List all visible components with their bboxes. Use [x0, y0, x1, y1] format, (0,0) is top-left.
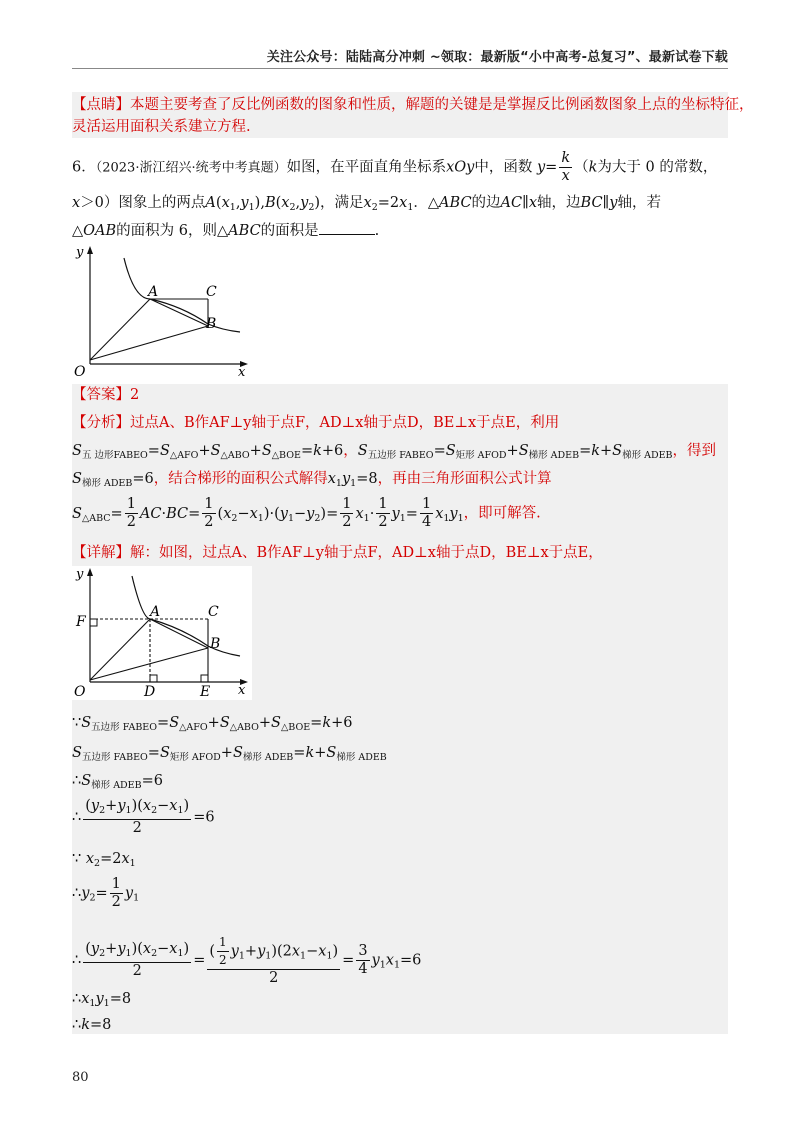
- step-8: $\therefore x_1y_1=8$: [72, 991, 132, 1009]
- svg-text:B: B: [206, 316, 217, 332]
- analysis-line2: $S_{五 边形FABEO}=S_{\triangle AFO}+S_{\triangle ABO}+S_{\triangle BOE}=k+6$，$S_{五边形 FABEO}=S_{矩形 AFOD}+S_{梯形 ADEB}=k+S_{梯形 ADEB}$，得到: [72, 443, 717, 461]
- svg-text:y: y: [76, 567, 84, 582]
- svg-text:x: x: [238, 683, 246, 698]
- svg-text:y: y: [76, 245, 84, 260]
- step-7: ∴ $\frac{(y_2+y_1)(x_2-x_1)}{2}$ = ( $\frac{1}{2}$ $y_1+y_1)(2x_1-x_1)$ 2 = $\frac{3}{4}$ $y_1x_1=6$: [72, 935, 422, 986]
- analysis-line3: $S_{梯形 ADEB}=6$，结合梯形的面积公式解得$x_1y_1=8$，再由三角形面积公式计算: [72, 471, 552, 489]
- svg-text:D: D: [144, 684, 156, 700]
- svg-text:O: O: [74, 364, 86, 378]
- dianjing-line1: 【点睛】本题主要考查了反比例函数的图象和性质，解题的关键是是掌握反比例函数图象上点的坐标特征，: [72, 97, 754, 113]
- step-9: ∴k=8: [72, 1017, 112, 1033]
- problem-line3: △OAB的面积为 6，则△ABC的面积是 .: [72, 220, 379, 242]
- problem-line2: x＞0）图象上的两点$A(x_1,y_1),B(x_2,y_2)$，满足$x_2=2x_1$．△ABC的边AC∥x轴，边BC∥y轴，若: [72, 195, 661, 213]
- svg-text:C: C: [208, 604, 219, 620]
- svg-text:B: B: [210, 636, 221, 652]
- page-header: 关注公众号：陆陆高分冲刺 ~领取：最新版“小中高考-总复习”、最新试卷下载: [266, 50, 728, 65]
- svg-text:O: O: [74, 684, 86, 700]
- svg-text:C: C: [206, 284, 217, 300]
- step-3: $\therefore S_{梯形 ADEB}=6$: [72, 773, 163, 791]
- svg-text:F: F: [76, 614, 86, 630]
- step-1: $\because S_{五边形 FABEO}=S_{\triangle AFO}+S_{\triangle ABO}+S_{\triangle BOE}=k+6$: [72, 715, 353, 733]
- svg-text:x: x: [238, 365, 246, 378]
- analysis-line1: 【分析】过点A、B作AF⊥y轴于点F，AD⊥x轴于点D，BE⊥x于点E，利用: [72, 415, 560, 431]
- analysis-line4: $S_{\triangle ABC}=$ $\frac{1}{2}$ AC·BC= $\frac{1}{2}$ $(x_2-x_1)\cdot(y_1-y_2)=$ $\frac{1}{2}$ $x_1\cdot$ $\frac{1}{2}$ $y_1=$ $\frac{1}{4}$ $x_1y_1$，即可解答.: [72, 496, 541, 530]
- step-2: $S_{五边形 FABEO}=S_{矩形 AFOD}+S_{梯形 ADEB}=k+S_{梯形 ADEB}$: [72, 745, 387, 763]
- answer-blank: [319, 220, 375, 235]
- svg-text:A: A: [150, 604, 161, 620]
- step-5: ∵ $x_2=2x_1$: [72, 851, 136, 869]
- figure-2: [72, 566, 252, 700]
- svg-text:E: E: [200, 684, 211, 700]
- page-number: 80: [72, 1070, 89, 1085]
- step-4: ∴ $\frac{(y_2+y_1)(x_2-x_1)}{2}$ =6: [72, 798, 215, 836]
- svg-text:A: A: [148, 284, 159, 300]
- detail-line1: 【详解】解：如图，过点A、B作AF⊥y轴于点F，AD⊥x轴于点D，BE⊥x于点E，: [72, 545, 603, 561]
- step-6: $\therefore y_2=$ $\frac{1}{2}$ $y_1$: [72, 876, 140, 910]
- figure-1: [72, 244, 252, 378]
- dianjing-line2: 灵活运用面积关系建立方程.: [72, 119, 251, 135]
- answer-line: 【答案】2: [72, 387, 140, 403]
- header-divider: [72, 68, 728, 69]
- problem-line1: 6．（2023·浙江绍兴·统考中考真题）如图，在平面直角坐标系xOy中，函数 y= $\frac{k}{x}$ （k为大于 0 的常数，: [72, 150, 718, 184]
